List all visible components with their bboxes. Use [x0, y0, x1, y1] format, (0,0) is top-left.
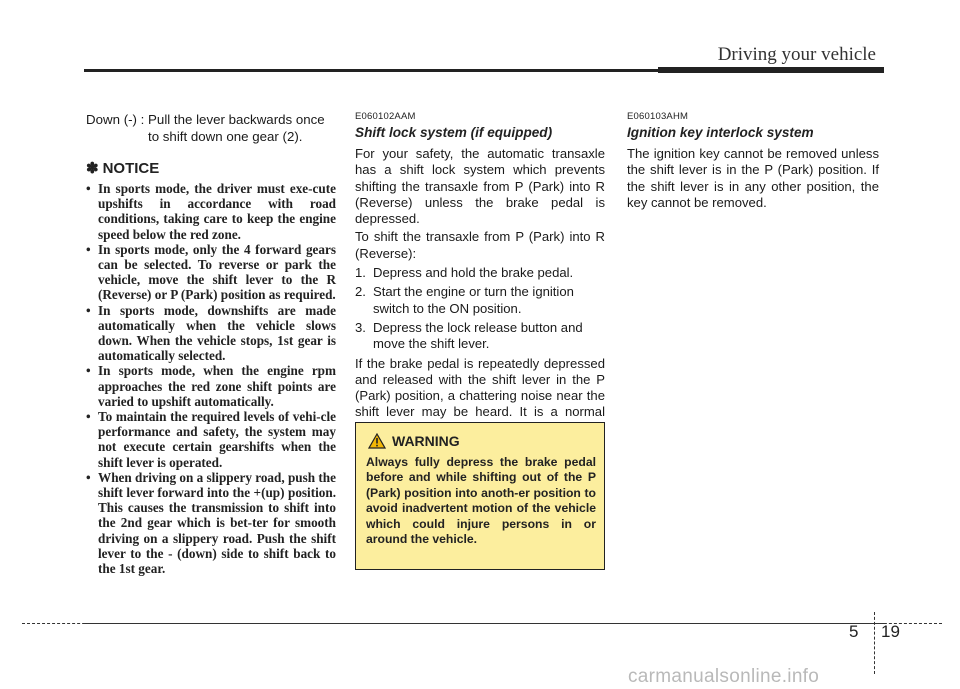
down-instruction	[86, 111, 336, 145]
notice-item: • When driving on a slippery road, push the shift lever forward into the +(up) position. This causes the transmission to shift into the 2nd gear which is bet-ter for smooth driving on a slippery road. Push the shift lever to the - (down) side to shift back to the 1st gear.	[86, 470, 336, 576]
down-line-1: Down (-) : Pull the lever backwards once	[86, 112, 325, 127]
page-number-divider	[874, 612, 875, 674]
section-heading: Ignition key interlock system	[627, 125, 814, 140]
column-right	[627, 111, 879, 211]
notice-label: NOTICE	[102, 159, 160, 177]
header-rule-accent	[658, 67, 884, 73]
warning-label: WARNING	[392, 433, 460, 449]
warning-text: Always fully depress the brake pedal before and while shifting out of the P (Park) position into anoth-er position to avoid inadvertent motion of the vehicle which could injure persons in or around the vehicle.	[366, 455, 596, 547]
step-number: 1.	[355, 265, 366, 281]
watermark: carmanualsonline.info	[628, 666, 820, 687]
notice-list	[86, 181, 336, 576]
notice-item: • In sports mode, downshifts are made automatically when the vehicle slows down. When the vehicle stops, 1st gear is automatically selected.	[86, 303, 336, 364]
step-item	[355, 265, 605, 281]
paragraph: For your safety, the automatic transaxle has a shift lock system which prevents shifting the transaxle from P (Park) into R (Reverse) unless the brake pedal is depressed.	[355, 146, 605, 227]
notice-heading	[86, 159, 336, 177]
paragraph: If the brake pedal is repeatedly depressed and released with the shift lever in the P (Park) position, a chattering noise near the shift lever may be heard. It is a normal	[355, 355, 605, 420]
step-text: Depress the lock release button and move the shift lever.	[373, 319, 583, 352]
warning-box	[355, 422, 605, 570]
chapter-number: 5	[849, 622, 859, 641]
step-text: Depress and hold the brake pedal.	[373, 265, 574, 281]
steps-list	[355, 265, 605, 352]
down-line-2: to shift down one gear (2).	[148, 129, 303, 144]
paragraph: To shift the transaxle from P (Park) into R (Reverse):	[355, 229, 605, 261]
section-code: E060103AHM	[627, 111, 689, 122]
notice-item: • To maintain the required levels of vehi-cle performance and safety, the system may not execute certain gearshifts when the shift lever is operated.	[86, 409, 336, 470]
column-left	[86, 111, 336, 576]
step-text: Start the engine or turn the ignition switch to the ON position.	[373, 284, 574, 316]
footer-rule	[84, 623, 884, 624]
step-item	[355, 320, 605, 353]
page-number: 19	[881, 622, 900, 641]
column-middle	[355, 111, 605, 437]
notice-item: • In sports mode, the driver must exe-cute upshifts in accordance with road conditions, taking care to keep the engine speed below the red zone.	[86, 181, 336, 242]
section-code: E060102AAM	[355, 111, 416, 122]
warning-triangle-icon	[368, 433, 386, 449]
notice-item: • In sports mode, when the engine rpm approaches the red zone shift points are varied to upshift automatically.	[86, 363, 336, 409]
section-title: Driving your vehicle	[717, 44, 876, 65]
step-number: 2.	[355, 284, 366, 300]
notice-star-icon: ✽	[86, 160, 99, 177]
paragraph: The ignition key cannot be removed unless the shift lever is in the P (Park) position. If the shift lever is in any other position, the key cannot be removed.	[627, 146, 879, 210]
warning-heading	[368, 433, 596, 449]
step-number: 3.	[355, 319, 366, 335]
section-heading: Shift lock system (if equipped)	[355, 125, 553, 140]
step-item	[355, 284, 605, 317]
notice-item: • In sports mode, only the 4 forward gears can be selected. To reverse or park the vehicle, move the shift lever to the R (Reverse) or P (Park) position as required.	[86, 242, 336, 303]
